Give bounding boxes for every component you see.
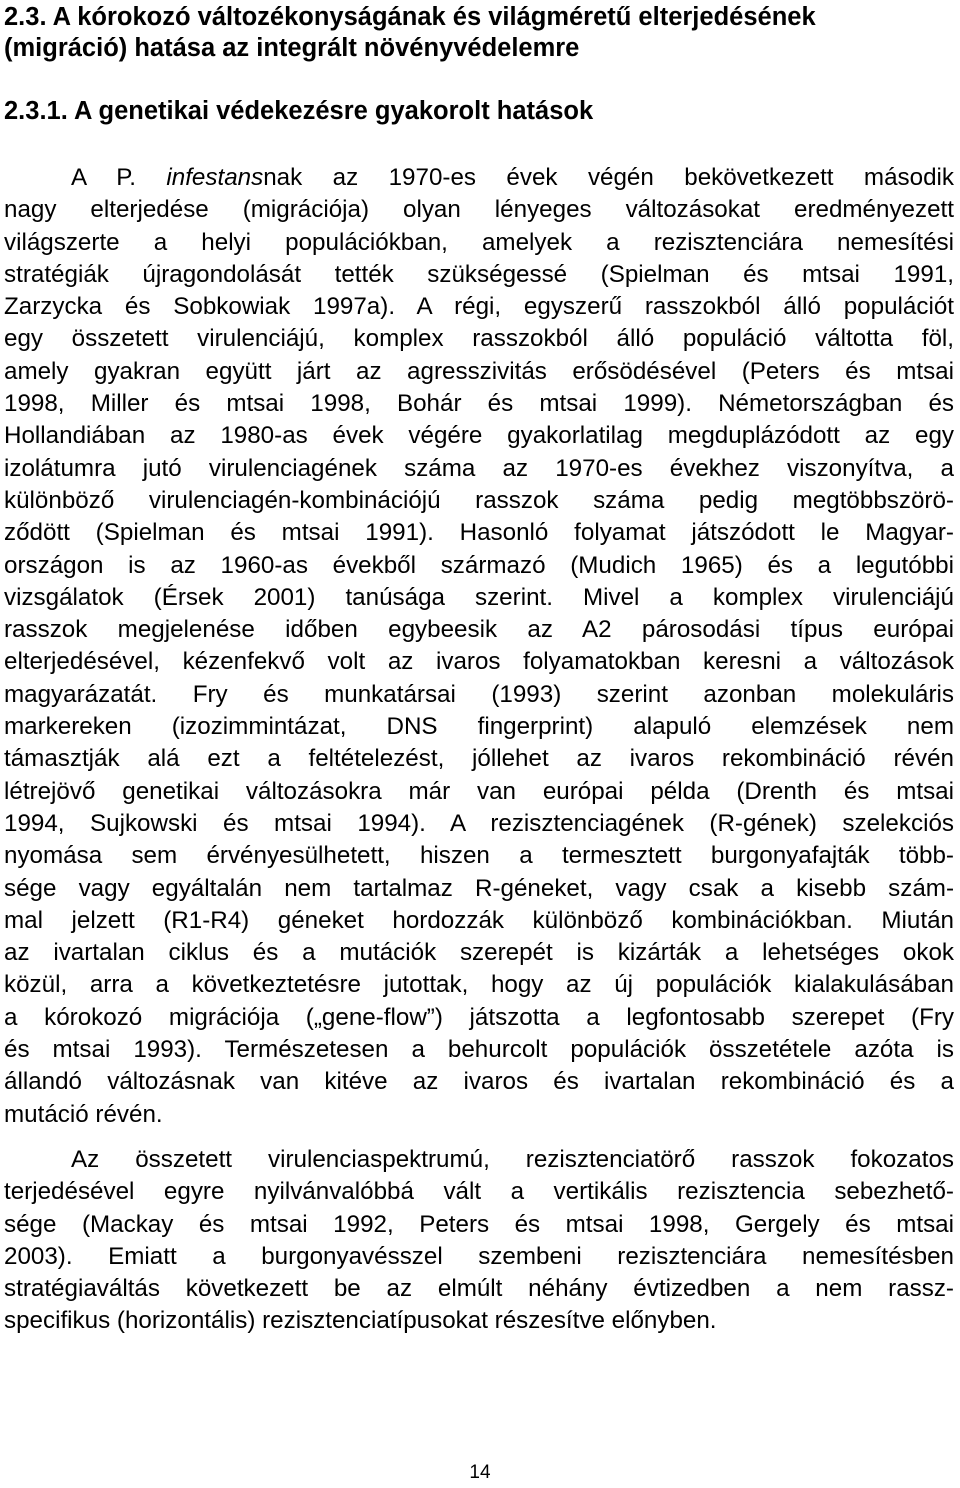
paragraph-line: Az összetett virulenciaspektrumú, rezisztenciatörő rasszok fokozatos <box>71 1146 954 1173</box>
paragraph-line: országon is az 1960-as évekből származó (Mudich 1965) és a legutóbbi <box>4 551 954 579</box>
paragraph-line: a kórokozó migrációja („gene-flow”) játszotta a legfontosabb szerepet (Fry <box>4 1003 954 1031</box>
paragraph-line: mal jelzett (R1-R4) géneket hordozzák különböző kombinációkban. Miután <box>4 906 954 934</box>
paragraph-line: A P. infestansnak az 1970-es évek végén bekövetkezett második <box>71 164 954 191</box>
paragraph-line: közül, arra a következtetésre jutottak, hogy az új populációk kialakulásában <box>4 971 954 999</box>
paragraph-line: 1998, Miller és mtsai 1998, Bohár és mtsai 1999). Németországban és <box>4 390 954 418</box>
paragraph-line: rasszok megjelenése időben egybeesik az A2 párosodási típus európai <box>4 616 954 644</box>
paragraph-line: specifikus (horizontális) rezisztenciatípusokat részesítve előnyben. <box>4 1307 717 1335</box>
paragraph-line: mutáció révén. <box>4 1100 163 1128</box>
paragraph-line: 1994, Sujkowski és mtsai 1994). A rezisztenciagének (R-gének) szelekciós <box>4 809 954 837</box>
paragraph-line: és mtsai 1993). Természetesen a behurcolt populációk összetétele azóta is <box>4 1036 954 1064</box>
paragraph-line: stratégiák újragondolását tették szükségessé (Spielman és mtsai 1991, <box>4 260 954 288</box>
paragraph-line: létrejövő genetikai változásokra már van európai példa (Drenth és mtsai <box>4 777 954 805</box>
paragraph-line: izolátumra jutó virulenciagének száma az 1970-es évekhez viszonyítva, a <box>4 454 954 482</box>
paragraph-line: elterjedésével, kézenfekvő volt az ivaros folyamatokban keresni a változások <box>4 648 954 676</box>
paragraph-line: az ivartalan ciklus és a mutációk szerepét is kizárták a lehetséges okok <box>4 939 954 967</box>
section-title-line: (migráció) hatása az integrált növényvédelemre <box>4 34 580 62</box>
paragraph-line: terjedésével egyre nyilvánvalóbbá vált a vertikális rezisztencia sebezhető- <box>4 1178 954 1206</box>
section-title <box>4 2 954 64</box>
paragraph-line: 2003). Emiatt a burgonyavésszel szembeni rezisztenciára nemesítésben <box>4 1242 954 1270</box>
paragraph-line: amely gyakran együtt járt az agresszivitás erősödésével (Peters és mtsai <box>4 357 954 385</box>
paragraph-line: nagy elterjedése (migrációja) olyan lényeges változásokat eredményezett <box>4 196 954 224</box>
paragraph-line: egy összetett virulenciájú, komplex rasszokból álló populáció váltotta föl, <box>4 325 954 353</box>
paragraph-line: támasztják alá ezt a feltételezést, jóllehet az ivaros rekombináció révén <box>4 745 954 773</box>
paragraph-line: nyomása sem érvényesülhetett, hiszen a termesztett burgonyafajták több- <box>4 842 954 870</box>
paragraph-line: Hollandiában az 1980-as évek végére gyakorlatilag megduplázódott az egy <box>4 422 954 450</box>
paragraph-line: Zarzycka és Sobkowiak 1997a). A régi, egyszerű rasszokból álló populációt <box>4 293 954 321</box>
subsection-title <box>4 96 954 127</box>
paragraph-line: vizsgálatok (Érsek 2001) tanúsága szerint. Mivel a komplex virulenciájú <box>4 583 954 611</box>
paragraph-line: világszerte a helyi populációkban, amelyek a rezisztenciára nemesítési <box>4 228 954 256</box>
section-title-line: 2.3. A kórokozó változékonyságának és világméretű elterjedésének <box>4 3 816 31</box>
paragraph-line: különböző virulenciagén-kombinációjú rasszok száma pedig megtöbbszörö- <box>4 486 954 514</box>
paragraph-1 <box>4 162 954 1131</box>
subsection-title-line: 2.3.1. A genetikai védekezésre gyakorolt hatások <box>4 97 594 125</box>
paragraph-2 <box>4 1144 954 1338</box>
paragraph-line: magyarázatát. Fry és munkatársai (1993) szerint azonban molekuláris <box>4 680 954 708</box>
paragraph-line: markereken (izozimmintázat, DNS fingerprint) alapuló elemzések nem <box>4 713 954 741</box>
paragraph-line: stratégiaváltás következett be az elmúlt néhány évtizedben a nem rassz- <box>4 1275 954 1303</box>
paragraph-line: ződött (Spielman és mtsai 1991). Hasonló folyamat játszódott le Magyar- <box>4 519 954 547</box>
paragraph-line: sége (Mackay és mtsai 1992, Peters és mtsai 1998, Gergely és mtsai <box>4 1210 954 1238</box>
paragraph-line: állandó változásnak van kitéve az ivaros és ivartalan rekombináció és a <box>4 1068 954 1096</box>
page-number: 14 <box>469 1462 491 1483</box>
paragraph-line: sége vagy egyáltalán nem tartalmaz R-géneket, vagy csak a kisebb szám- <box>4 874 954 902</box>
